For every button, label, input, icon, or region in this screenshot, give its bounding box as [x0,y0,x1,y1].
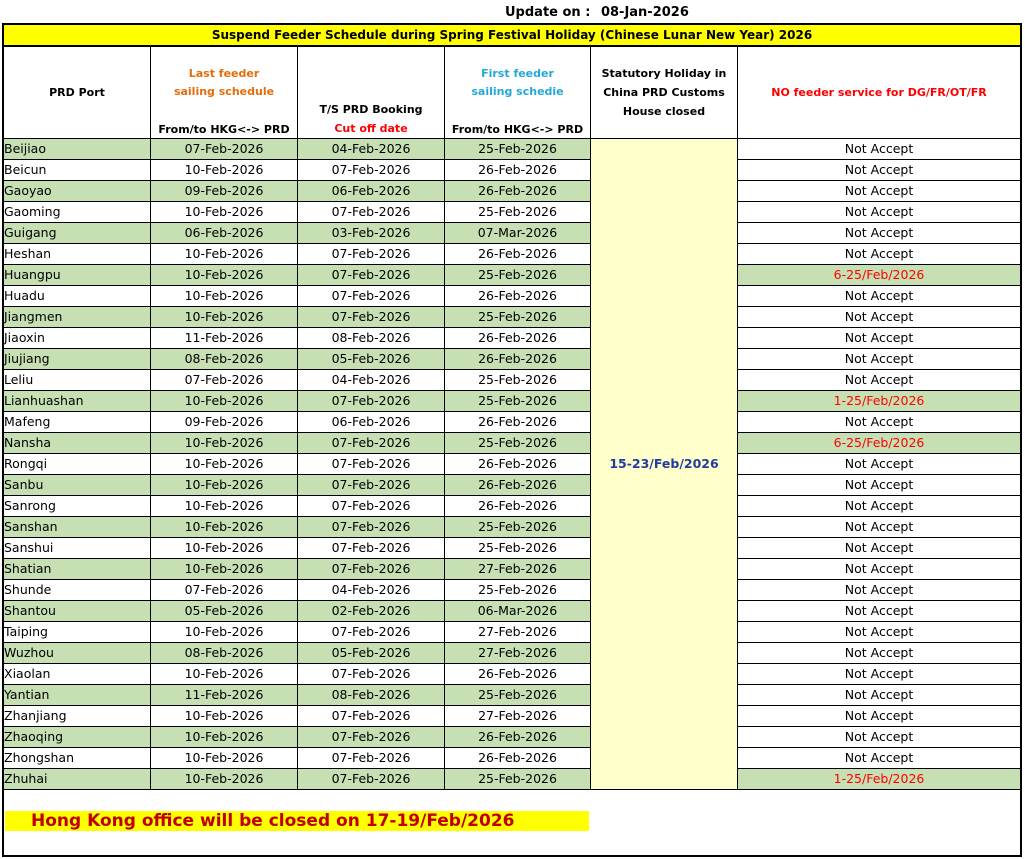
last-sailing-cell: 06-Feb-2026 [151,223,298,244]
first-sailing-cell: 25-Feb-2026 [445,685,591,706]
cutoff-cell: 07-Feb-2026 [298,769,445,790]
last-sailing-cell: 10-Feb-2026 [151,391,298,412]
first-sailing-cell: 25-Feb-2026 [445,433,591,454]
port-cell: Beijiao [4,139,151,160]
last-sailing-cell: 09-Feb-2026 [151,412,298,433]
header-last-sailing-route: From/to HKG<-> PRD [158,123,290,136]
port-cell: Gaoyao [4,181,151,202]
no-feeder-cell: Not Accept [738,643,1021,664]
no-feeder-cell: Not Accept [738,160,1021,181]
cutoff-cell: 07-Feb-2026 [298,559,445,580]
update-date: 08-Jan-2026 [600,5,689,20]
first-sailing-cell: 26-Feb-2026 [445,412,591,433]
first-sailing-cell: 26-Feb-2026 [445,748,591,769]
cutoff-cell: 07-Feb-2026 [298,664,445,685]
first-sailing-cell: 25-Feb-2026 [445,538,591,559]
no-feeder-cell: Not Accept [738,517,1021,538]
header-no-feeder: NO feeder service for DG/FR/OT/FR [738,47,1021,139]
first-sailing-cell: 27-Feb-2026 [445,622,591,643]
last-sailing-cell: 10-Feb-2026 [151,307,298,328]
no-feeder-cell: Not Accept [738,244,1021,265]
cutoff-cell: 07-Feb-2026 [298,202,445,223]
header-cutoff-label: Cut off date [334,122,408,135]
no-feeder-cell: Not Accept [738,454,1021,475]
port-cell: Gaoming [4,202,151,223]
first-sailing-cell: 25-Feb-2026 [445,202,591,223]
cutoff-cell: 07-Feb-2026 [298,307,445,328]
first-sailing-cell: 26-Feb-2026 [445,244,591,265]
last-sailing-cell: 11-Feb-2026 [151,328,298,349]
table-row [4,538,1021,559]
header-holiday-text: Statutory Holiday in China PRD Customs House closed [601,67,727,118]
cutoff-cell: 07-Feb-2026 [298,727,445,748]
no-feeder-cell: Not Accept [738,181,1021,202]
port-cell: Jiangmen [4,307,151,328]
port-cell: Guigang [4,223,151,244]
last-sailing-cell: 10-Feb-2026 [151,265,298,286]
port-cell: Rongqi [4,454,151,475]
cutoff-cell: 07-Feb-2026 [298,160,445,181]
last-sailing-cell: 08-Feb-2026 [151,349,298,370]
port-cell: Jiaoxin [4,328,151,349]
port-cell: Lianhuashan [4,391,151,412]
table-row [4,496,1021,517]
header-first-sailing-route: From/to HKG<-> PRD [451,123,584,136]
no-feeder-cell: Not Accept [738,202,1021,223]
port-cell: Zhaoqing [4,727,151,748]
first-sailing-cell: 07-Mar-2026 [445,223,591,244]
cutoff-cell: 07-Feb-2026 [298,433,445,454]
port-cell: Shatian [4,559,151,580]
cutoff-cell: 04-Feb-2026 [298,139,445,160]
cutoff-cell: 07-Feb-2026 [298,706,445,727]
first-sailing-cell: 27-Feb-2026 [445,559,591,580]
last-sailing-cell: 10-Feb-2026 [151,517,298,538]
first-sailing-cell: 26-Feb-2026 [445,286,591,307]
no-feeder-cell: Not Accept [738,496,1021,517]
cutoff-cell: 07-Feb-2026 [298,496,445,517]
update-label: Update on : [505,5,591,20]
table-row [4,433,1021,454]
header-holiday [591,47,738,139]
header-booking-cutoff [298,47,445,139]
first-sailing-cell: 26-Feb-2026 [445,475,591,496]
port-cell: Zhanjiang [4,706,151,727]
first-sailing-cell: 26-Feb-2026 [445,181,591,202]
no-feeder-cell: Not Accept [738,307,1021,328]
cutoff-cell: 02-Feb-2026 [298,601,445,622]
header-last-sailing-text: Last feeder sailing schedule [173,67,275,98]
no-feeder-cell: 1-25/Feb/2026 [738,769,1021,790]
first-sailing-cell: 26-Feb-2026 [445,727,591,748]
table-row [4,475,1021,496]
no-feeder-cell: Not Accept [738,748,1021,769]
first-sailing-cell: 25-Feb-2026 [445,307,591,328]
first-sailing-cell: 25-Feb-2026 [445,769,591,790]
cutoff-cell: 07-Feb-2026 [298,391,445,412]
port-cell: Sanshui [4,538,151,559]
schedule-table [3,46,1021,790]
header-row [4,47,1021,139]
last-sailing-cell: 10-Feb-2026 [151,622,298,643]
last-sailing-cell: 08-Feb-2026 [151,643,298,664]
first-sailing-cell: 25-Feb-2026 [445,391,591,412]
table-row [4,643,1021,664]
last-sailing-cell: 10-Feb-2026 [151,748,298,769]
port-cell: Zhongshan [4,748,151,769]
last-sailing-cell: 10-Feb-2026 [151,475,298,496]
port-cell: Wuzhou [4,643,151,664]
table-row [4,685,1021,706]
table-row [4,139,1021,160]
port-cell: Huadu [4,286,151,307]
port-cell: Taiping [4,622,151,643]
first-sailing-cell: 26-Feb-2026 [445,664,591,685]
no-feeder-cell: Not Accept [738,559,1021,580]
header-port: PRD Port [4,47,151,139]
port-cell: Mafeng [4,412,151,433]
last-sailing-cell: 10-Feb-2026 [151,706,298,727]
table-row [4,370,1021,391]
table-row [4,601,1021,622]
no-feeder-cell: Not Accept [738,622,1021,643]
no-feeder-cell: Not Accept [738,139,1021,160]
table-row [4,559,1021,580]
first-sailing-cell: 26-Feb-2026 [445,496,591,517]
port-cell: Xiaolan [4,664,151,685]
last-sailing-cell: 10-Feb-2026 [151,727,298,748]
header-last-sailing-title [151,65,297,101]
first-sailing-cell: 25-Feb-2026 [445,139,591,160]
cutoff-cell: 07-Feb-2026 [298,454,445,475]
port-cell: Jiujiang [4,349,151,370]
port-cell: Leliu [4,370,151,391]
no-feeder-cell: Not Accept [738,412,1021,433]
cutoff-cell: 05-Feb-2026 [298,349,445,370]
cutoff-cell: 06-Feb-2026 [298,412,445,433]
no-feeder-cell: Not Accept [738,370,1021,391]
cutoff-cell: 03-Feb-2026 [298,223,445,244]
port-cell: Sanshan [4,517,151,538]
first-sailing-cell: 26-Feb-2026 [445,328,591,349]
cutoff-cell: 08-Feb-2026 [298,328,445,349]
cutoff-cell: 07-Feb-2026 [298,517,445,538]
table-row [4,265,1021,286]
office-closed-note: Hong Kong office will be closed on 17-19/Feb/2026 [5,811,589,831]
no-feeder-cell: 6-25/Feb/2026 [738,433,1021,454]
cutoff-cell: 07-Feb-2026 [298,622,445,643]
no-feeder-cell: Not Accept [738,727,1021,748]
last-sailing-cell: 10-Feb-2026 [151,286,298,307]
last-sailing-cell: 10-Feb-2026 [151,160,298,181]
table-row [4,517,1021,538]
no-feeder-cell: Not Accept [738,223,1021,244]
last-sailing-cell: 10-Feb-2026 [151,538,298,559]
first-sailing-cell: 25-Feb-2026 [445,370,591,391]
first-sailing-cell: 25-Feb-2026 [445,517,591,538]
last-sailing-cell: 10-Feb-2026 [151,769,298,790]
last-sailing-cell: 11-Feb-2026 [151,685,298,706]
cutoff-cell: 07-Feb-2026 [298,538,445,559]
schedule-body [4,139,1021,790]
holiday-period-cell: 15-23/Feb/2026 [591,139,738,790]
port-cell: Beicun [4,160,151,181]
last-sailing-cell: 09-Feb-2026 [151,181,298,202]
no-feeder-cell: Not Accept [738,538,1021,559]
no-feeder-cell: Not Accept [738,685,1021,706]
cutoff-cell: 07-Feb-2026 [298,286,445,307]
last-sailing-cell: 05-Feb-2026 [151,601,298,622]
first-sailing-cell: 26-Feb-2026 [445,454,591,475]
first-sailing-cell: 25-Feb-2026 [445,265,591,286]
cutoff-cell: 07-Feb-2026 [298,748,445,769]
update-line [505,5,695,20]
no-feeder-cell: Not Accept [738,328,1021,349]
last-sailing-cell: 10-Feb-2026 [151,664,298,685]
header-booking-label: T/S PRD Booking [319,103,423,116]
no-feeder-cell: Not Accept [738,706,1021,727]
no-feeder-cell: Not Accept [738,664,1021,685]
first-sailing-cell: 26-Feb-2026 [445,160,591,181]
table-row [4,328,1021,349]
port-cell: Zhuhai [4,769,151,790]
port-cell: Huangpu [4,265,151,286]
table-row [4,181,1021,202]
table-row [4,160,1021,181]
page-title: Suspend Feeder Schedule during Spring Festival Holiday (Chinese Lunar New Year) 2026 [2,23,1022,47]
last-sailing-cell: 10-Feb-2026 [151,244,298,265]
port-cell: Shantou [4,601,151,622]
first-sailing-cell: 06-Mar-2026 [445,601,591,622]
last-sailing-cell: 07-Feb-2026 [151,370,298,391]
first-sailing-cell: 25-Feb-2026 [445,580,591,601]
cutoff-cell: 07-Feb-2026 [298,265,445,286]
port-cell: Heshan [4,244,151,265]
cutoff-cell: 05-Feb-2026 [298,643,445,664]
no-feeder-cell: Not Accept [738,286,1021,307]
table-row [4,748,1021,769]
header-first-sailing-title [445,65,590,101]
port-cell: Sanbu [4,475,151,496]
last-sailing-cell: 10-Feb-2026 [151,559,298,580]
header-last-sailing [151,47,298,139]
first-sailing-cell: 27-Feb-2026 [445,643,591,664]
no-feeder-cell: 6-25/Feb/2026 [738,265,1021,286]
table-row [4,706,1021,727]
table-row [4,349,1021,370]
table-row [4,727,1021,748]
no-feeder-cell: Not Accept [738,601,1021,622]
no-feeder-cell: 1-25/Feb/2026 [738,391,1021,412]
cutoff-cell: 07-Feb-2026 [298,244,445,265]
last-sailing-cell: 10-Feb-2026 [151,496,298,517]
first-sailing-cell: 27-Feb-2026 [445,706,591,727]
last-sailing-cell: 10-Feb-2026 [151,454,298,475]
port-cell: Yantian [4,685,151,706]
table-row [4,580,1021,601]
cutoff-cell: 04-Feb-2026 [298,580,445,601]
no-feeder-cell: Not Accept [738,349,1021,370]
cutoff-cell: 06-Feb-2026 [298,181,445,202]
cutoff-cell: 04-Feb-2026 [298,370,445,391]
table-row [4,244,1021,265]
table-row [4,307,1021,328]
table-row [4,286,1021,307]
cutoff-cell: 08-Feb-2026 [298,685,445,706]
port-cell: Nansha [4,433,151,454]
port-cell: Shunde [4,580,151,601]
table-row [4,202,1021,223]
table-row [4,391,1021,412]
table-row [4,622,1021,643]
port-cell: Sanrong [4,496,151,517]
table-row [4,412,1021,433]
no-feeder-cell: Not Accept [738,580,1021,601]
header-first-sailing-text: First feeder sailing schedie [471,67,564,98]
no-feeder-cell: Not Accept [738,475,1021,496]
cutoff-cell: 07-Feb-2026 [298,475,445,496]
last-sailing-cell: 10-Feb-2026 [151,202,298,223]
table-row [4,454,1021,475]
table-row [4,223,1021,244]
table-row [4,664,1021,685]
first-sailing-cell: 26-Feb-2026 [445,349,591,370]
last-sailing-cell: 07-Feb-2026 [151,139,298,160]
table-row [4,769,1021,790]
header-first-sailing [445,47,591,139]
last-sailing-cell: 10-Feb-2026 [151,433,298,454]
last-sailing-cell: 07-Feb-2026 [151,580,298,601]
